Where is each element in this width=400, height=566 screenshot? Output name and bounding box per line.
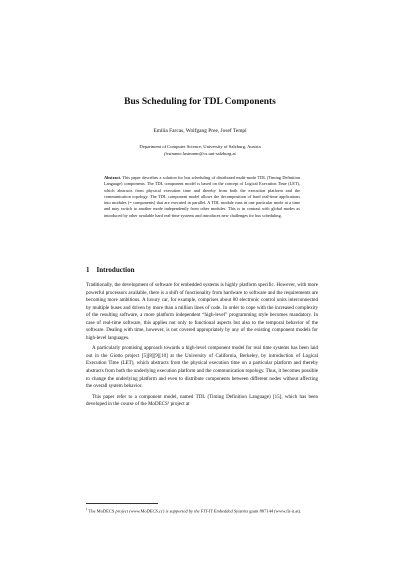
paper-authors: Emilia Farcas, Wolfgang Pree, Josef Templ [153, 128, 247, 134]
section-heading-introduction [86, 266, 135, 274]
affiliation-line: Department of Computer Science, University of Salzburg, Austria [139, 144, 261, 149]
footnote-text-end: grant 807144 (www.fit-it.at). [249, 508, 302, 514]
paper-title: Bus Scheduling for TDL Components [124, 97, 276, 107]
author-affiliation-block [0, 143, 400, 157]
abstract-text: This paper describes a solution for bus scheduling of distributed multi-mode TDL (Timing Definition Language) components. The TDL component model is based on the concept of Logical Execution Time (LET), which abstracts from physical execution time and thereby from both the execution platform and the communication topology. The TDL component model allows the decomposition of hard real-time applications into modules (= components) that are executed in parallel. A TDL module runs in one particular mode at a time and may switch to another mode independently from other modules. This is in contrast with global modes as introduced by other available hard real-time systems and introduces new challenges for bus scheduling. [104, 175, 300, 218]
footnote-divider [86, 503, 158, 504]
section-title: Introduction [96, 266, 135, 274]
paragraph-1: Traditionally, the development of software for embedded systems is highly platform specific. However, with more powerful processors available, there is a shift of functionality from hardware to software and the requirements are becoming more ambitious. A luxury car, for example, comprises about 80 electronic control units interconnected by multiple buses and driven by more than a million lines of code. In order to cope with the increased complexity of the resulting software, a more platform independent “high-level” programming style becomes mandatory. In case of real-time software, this applies not only to functional aspects but also to the temporal behavior of the software. Dealing with time, however, is not covered appropriately by any of the existing component models for high-level languages. [86, 282, 318, 341]
introduction-body [86, 282, 318, 412]
paragraph-3: This paper refer to a component model, named TDL (Timing Definition Language) [15], which has been developed in the course of the MoDECS¹ project at [86, 393, 318, 408]
section-number: 1 [86, 266, 90, 274]
footnote-text-start: The MoDECS [88, 508, 116, 514]
footnote-text-italic: project (www.MoDECS.cc) is supported by the FIT-IT Embedded Systems [115, 508, 249, 514]
abstract-label: Abstract. [104, 175, 122, 180]
paragraph-2: A particularly promising approach towards a high-level component model for real time systems has been laid out in the Giotto project [5][8][9][10] at the University of California, Berkeley, by introduction of Logical Execution Time (LET), which abstracts from the physical execution time on a particular platform and thereby abstracts from both the underlying execution platform and the communication topology. Thus, it becomes possible to change the underlying platform and even to distribute components between different nodes without affecting the overall system behavior. [86, 345, 318, 390]
footnote-1 [86, 506, 318, 515]
email-domain: @cs.uni-salzburg.at [199, 151, 236, 156]
footnote-mark: 1 [86, 507, 88, 511]
email-local-part: firstname.lastname [164, 151, 200, 156]
author-email [0, 150, 400, 157]
abstract-block [104, 175, 300, 219]
